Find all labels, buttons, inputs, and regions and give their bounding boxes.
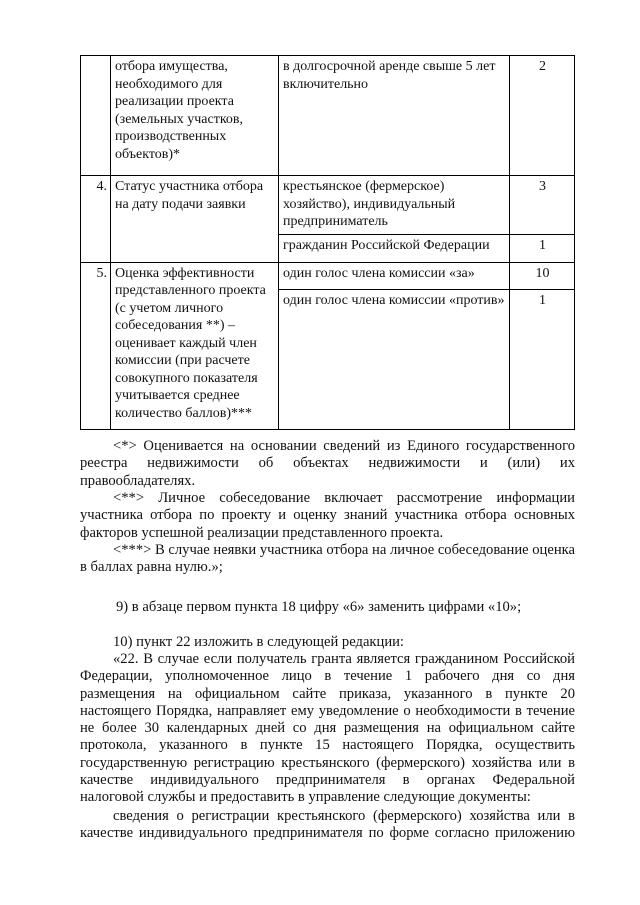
text-line: «22. В случае если получатель гранта является гражданином Российской bbox=[113, 651, 575, 667]
table-row bbox=[81, 176, 575, 235]
documents-paragraph bbox=[80, 808, 575, 843]
text-line: государственную регистрацию крестьянского (фермерского) хозяйства или в bbox=[80, 754, 575, 771]
text-line: правообладателях. bbox=[80, 472, 196, 489]
text-line: участника отбора по проекту и оценку знаний участника отбора основных bbox=[80, 507, 575, 524]
criterion-score: 1 bbox=[510, 234, 575, 262]
text-line: размещения на официальном сайте приказа, указанного в пункте 20 bbox=[80, 685, 575, 702]
footnote-1 bbox=[80, 438, 575, 490]
criterion-name: Статус участника отбора на дату подачи заявки bbox=[111, 176, 279, 263]
item-10 bbox=[80, 634, 575, 651]
criterion-name: Оценка эффективности представленного проекта (с учетом личного собеседования **) – оценивает каждый член комиссии (при расчете совокупного показателя учитывается среднее количество баллов)*** bbox=[111, 262, 279, 429]
text-line: в баллах равна нулю.»; bbox=[80, 559, 223, 576]
row-number: 4. bbox=[81, 176, 111, 263]
text-line: 10) пункт 22 изложить в следующей редакции: bbox=[113, 634, 404, 650]
criterion-name: отбора имущества, необходимого для реализации проекта (земельных участков, производственных объектов)* bbox=[111, 56, 279, 176]
text-line: настоящего Порядка, направляет ему уведомление о необходимости в течение bbox=[80, 702, 575, 719]
criteria-table bbox=[80, 55, 575, 430]
criterion-value: в долгосрочной аренде свыше 5 лет включительно bbox=[279, 56, 510, 176]
criterion-score: 1 bbox=[510, 289, 575, 429]
text-line: Федерации, уполномоченное лицо в течение 1 рабочего дня со дня bbox=[80, 668, 575, 685]
table-row bbox=[81, 56, 575, 176]
text-line: 9) в абзаце первом пункта 18 цифру «6» заменить цифрами «10»; bbox=[116, 599, 522, 615]
row-number bbox=[81, 56, 111, 176]
text-line: качестве индивидуального предпринимателя по форме согласно приложению bbox=[80, 825, 575, 842]
text-line: <**> Личное собеседование включает рассмотрение информации bbox=[113, 490, 575, 506]
footnote-3 bbox=[80, 542, 575, 577]
text-line: реестра недвижимости об объектах недвижимости и (или) их bbox=[80, 455, 575, 472]
footnote-2 bbox=[80, 490, 575, 542]
criterion-score: 10 bbox=[510, 262, 575, 289]
row-number: 5. bbox=[81, 262, 111, 429]
text-line: не более 30 календарных дней со дня размещения на официальном сайте bbox=[80, 720, 575, 737]
criterion-score: 3 bbox=[510, 176, 575, 235]
criterion-value: гражданин Российской Федерации bbox=[279, 234, 510, 262]
paragraph-22 bbox=[80, 651, 575, 807]
criterion-score: 2 bbox=[510, 56, 575, 176]
text-line: <***> В случае неявки участника отбора на личное собеседование оценка bbox=[113, 542, 575, 558]
criterion-value: один голос члена комиссии «против» bbox=[279, 289, 510, 429]
text-line: качестве индивидуального предпринимателя в органах Федеральной bbox=[80, 772, 575, 789]
text-line: протокола, указанного в пункте 15 настоящего Порядка, осуществить bbox=[80, 737, 575, 754]
text-line: сведения о регистрации крестьянского (фермерского) хозяйства или в bbox=[113, 808, 575, 824]
text-line: <*> Оценивается на основании сведений из Единого государственного bbox=[113, 438, 575, 454]
criterion-value: крестьянское (фермерское) хозяйство), индивидуальный предприниматель bbox=[279, 176, 510, 235]
text-line: факторов успешной реализации представленного проекта. bbox=[80, 524, 444, 541]
text-line: налоговой службы и предоставить в управление следующие документы: bbox=[80, 789, 531, 806]
table-row bbox=[81, 262, 575, 289]
item-9 bbox=[116, 599, 576, 616]
criterion-value: один голос члена комиссии «за» bbox=[279, 262, 510, 289]
